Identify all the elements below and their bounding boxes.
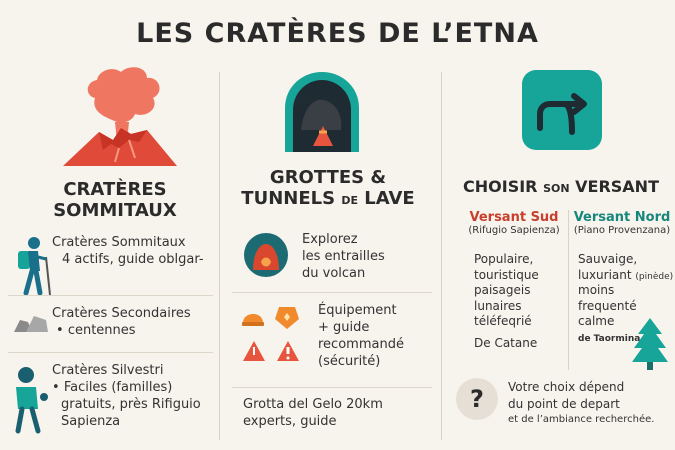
crater-item-3: Cratères Silvestri • Faciles (familles) gratuits, près Rifiguio Sapienza <box>52 363 217 431</box>
col3-heading-son: SON <box>543 182 570 195</box>
sud-line-2: touristique <box>474 267 539 282</box>
crater-item-2-title: Cratères Secondaires <box>52 306 191 321</box>
equip-line-1: Équipement <box>318 303 397 318</box>
choice-line-1: Votre choix dépend <box>508 380 625 394</box>
choice-line-2: du point de depart <box>508 396 620 411</box>
column-divider-2 <box>441 72 442 440</box>
col2-heading-de: DE <box>341 193 358 207</box>
col2-heading-tunnels: TUNNELS <box>241 187 336 209</box>
safety-equipment-icons <box>241 303 303 365</box>
col3-heading-versant: VERSANT <box>575 177 659 196</box>
crater-item-1 <box>52 235 217 269</box>
page-title: LES CRATÈRES DE L’ETNA <box>136 18 539 49</box>
versant-nord-sub: (Piano Provenzana) <box>573 225 671 236</box>
choice-text <box>508 379 673 427</box>
nord-line-5: calme <box>578 314 615 329</box>
divider <box>8 352 213 353</box>
versant-divider <box>568 210 569 370</box>
lava-cave-icon <box>283 70 361 154</box>
hiker-icon <box>10 235 54 297</box>
rocks-icon <box>12 310 48 334</box>
col2-heading-lave: LAVE <box>364 187 415 209</box>
col2-heading-line1: GROTTES & <box>269 167 387 188</box>
col3-heading-choisir: CHOISIR <box>463 177 538 196</box>
divider <box>8 295 213 296</box>
gelo-line-1: Grotta del Gelo 20km <box>243 397 383 412</box>
equip-line-4: (sécurité) <box>318 353 381 369</box>
versant-nord <box>572 210 672 236</box>
crater-item-3-desc3: Sapienza <box>61 413 121 429</box>
col1-heading <box>40 180 190 221</box>
sud-line-1: Populaire, <box>474 252 534 266</box>
family-hikers-icon <box>10 365 50 435</box>
crater-item-2-desc: centennes <box>67 322 136 338</box>
crater-item-1-desc: 4 actifs, guide oblɡar- <box>62 251 204 267</box>
lava-flow-icon <box>243 232 289 278</box>
equipment-text <box>318 303 433 371</box>
sud-line-4: lunaires <box>474 298 522 313</box>
crater-item-3-title: Cratères Silvestri <box>52 363 164 378</box>
nord-line-2: luxuriant <box>578 267 632 282</box>
divider <box>232 387 432 388</box>
gelo-line-2: experts, guide <box>243 413 337 429</box>
nord-from: de Taormina <box>578 334 641 345</box>
versant-sud-title: Versant Sud <box>469 210 559 225</box>
explore-line-1: Explorez <box>302 232 358 247</box>
question-icon: ? <box>456 378 498 420</box>
explore-text <box>302 232 432 283</box>
pine-tree-icon <box>632 318 668 370</box>
column-divider-1 <box>219 72 220 440</box>
versant-nord-title: Versant Nord <box>573 210 671 225</box>
nord-line-1: Sauvaige, <box>578 252 638 266</box>
nord-line-2-note: (pinède) <box>635 271 674 282</box>
explore-line-2: les entrailles <box>302 248 385 264</box>
versant-sud-desc <box>474 252 566 352</box>
crater-item-3-desc2: gratuits, près Rifiguio <box>61 396 201 412</box>
sud-from: De Catane <box>474 335 538 350</box>
sud-line-5: téléfeqrié <box>474 314 532 329</box>
equip-line-2: + guide <box>318 319 370 335</box>
versant-sud <box>462 210 566 236</box>
col3-heading <box>456 178 666 196</box>
equip-line-3: recommandé <box>318 336 404 352</box>
divider <box>232 292 432 293</box>
nord-line-3: moins <box>578 283 615 298</box>
sud-line-3: paisageis <box>474 283 531 298</box>
crater-item-3-desc1: Faciles (familles) <box>63 379 173 395</box>
nord-line-4: frequenté <box>578 298 637 313</box>
choice-line-3: et de l’ambiance recherchée. <box>508 413 655 425</box>
col1-heading-line2: SOMMITAUX <box>53 199 177 221</box>
col2-heading <box>228 168 428 209</box>
volcano-eruption-icon <box>55 62 185 174</box>
crater-item-1-title: Cratères Sommitaux <box>52 235 186 250</box>
grotta-gelo-text <box>243 397 433 431</box>
fork-arrows-icon <box>520 68 604 152</box>
explore-line-3: du volcan <box>302 265 366 281</box>
crater-item-2: Cratères Secondaires • centennes <box>52 306 217 340</box>
versant-sud-sub: (Rifugio Sapienza) <box>468 225 560 236</box>
col1-heading-line1: CRATÈRES <box>63 179 167 200</box>
